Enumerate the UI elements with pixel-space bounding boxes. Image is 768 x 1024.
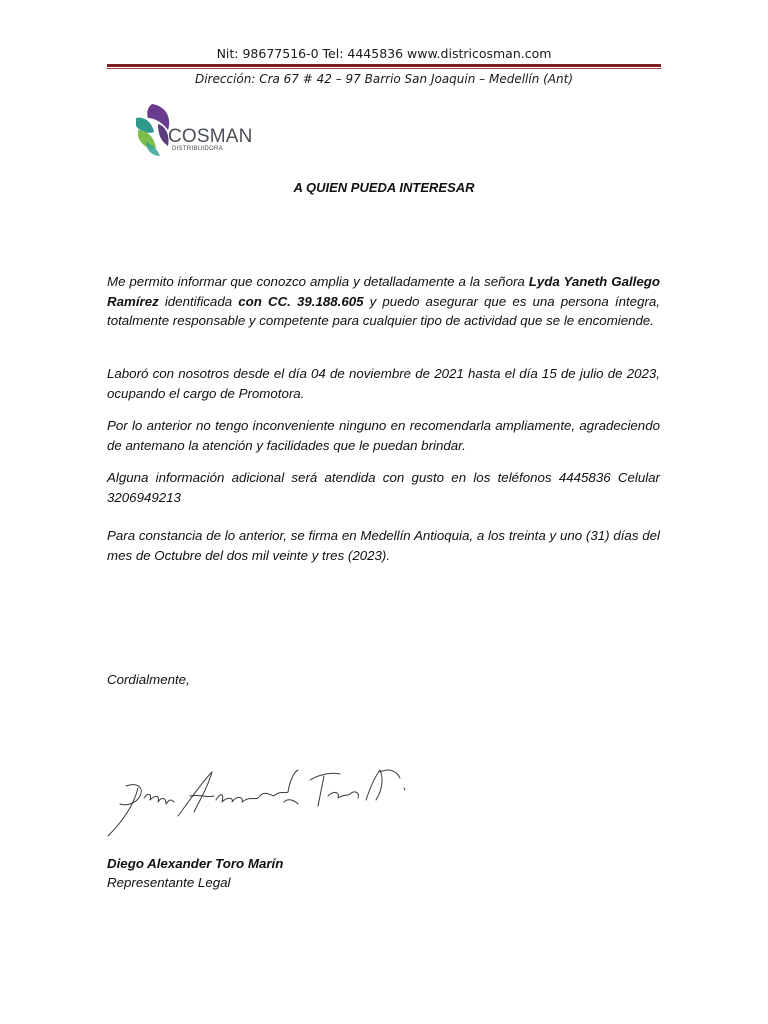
intro-text-1: Me permito informar que conozco amplia y detalladamente a la señora	[107, 274, 529, 289]
letter-title: A QUIEN PUEDA INTERESAR	[293, 180, 475, 195]
employee-name: Lyda Yaneth Gallego Ramírez	[107, 274, 660, 309]
header-contact-line: Nit: 98677516-0 Tel: 4445836 www.districosman.com	[216, 46, 552, 61]
header-rule	[107, 64, 661, 67]
employee-id: con CC. 39.188.605	[238, 293, 364, 309]
signer-role: Representante Legal	[107, 875, 231, 890]
intro-text-3: y puedo asegurar que es una persona íntegra, totalmente responsable y competente para cualquier tipo de actividad que se le encomiende.	[107, 293, 660, 328]
company-logo	[132, 100, 262, 160]
header-address-line: Dirección: Cra 67 # 42 – 97 Barrio San Joaquin – Medellín (Ant)	[194, 72, 574, 86]
paragraph-contact: Alguna información adicional será atendida con gusto en los teléfonos 4445836 Celular 3206949213	[107, 470, 660, 505]
paragraph-attestation: Para constancia de lo anterior, se firma en Medellín Antioquia, a los treinta y uno (31) días del mes de Octubre del dos mil veinte y tres (2023).	[107, 528, 660, 563]
header-rule-thin	[107, 68, 661, 69]
intro-text-2: identificada	[158, 293, 239, 309]
closing-salutation: Cordialmente,	[107, 672, 190, 687]
paragraph-employment: Laboró con nosotros desde el día 04 de noviembre de 2021 hasta el día 15 de julio de 2023, ocupando el cargo de Promotora.	[107, 366, 660, 401]
handwritten-signature	[104, 760, 414, 840]
paragraph-recommendation: Por lo anterior no tengo inconveniente ninguno en recomendarla ampliamente, agradeciendo de antemano la atención y facilidades que le puedan brindar.	[107, 418, 660, 453]
paragraph-introduction	[107, 272, 660, 331]
signer-name: Diego Alexander Toro Marín	[107, 856, 284, 871]
logo-wordmark: COSMAN	[168, 126, 253, 147]
logo-leaf-icon	[132, 100, 172, 158]
logo-subtitle: DISTRIBUIDORA	[172, 146, 223, 152]
